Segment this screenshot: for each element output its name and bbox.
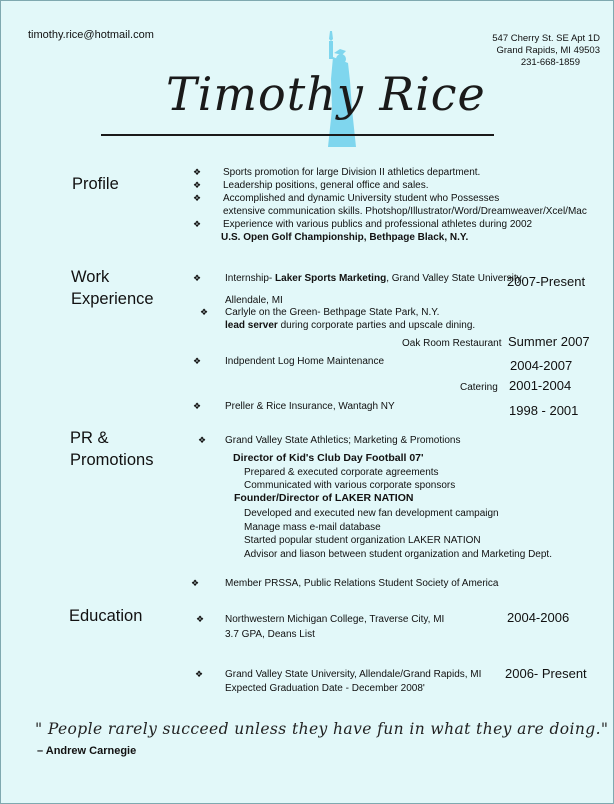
- pr-role-1: Director of Kid's Club Day Football 07': [233, 452, 424, 464]
- bullet-icon: ❖: [193, 401, 202, 411]
- pr-role-2: Founder/Director of LAKER NATION: [234, 492, 414, 504]
- pr-role-2-items: [244, 507, 552, 561]
- job4-title: Preller & Rice Insurance, Wantagh NY: [225, 401, 395, 412]
- job1-prefix: Internship-: [225, 273, 276, 284]
- job2-line-1: Carlyle on the Green- Bethpage State Park, N.Y.: [225, 307, 440, 318]
- profile-bullets: [193, 166, 587, 244]
- work-job-2: [200, 306, 440, 319]
- profile-bullet-3-continued: extensive communication skills. Photshop/Illustrator/Word/Dreamweaver/Xcel/Mac: [223, 206, 587, 217]
- job2-line-2: [225, 319, 475, 332]
- job2-bold: lead server: [225, 320, 278, 331]
- pr-role-2-item: Manage mass e-mail database: [244, 521, 381, 533]
- work-job-3: [193, 355, 385, 368]
- name-signature: Timothy Rice: [166, 67, 486, 121]
- bullet-icon: ❖: [193, 167, 202, 177]
- bullet-icon: ❖: [193, 180, 202, 190]
- bullet-icon: ❖: [195, 669, 204, 679]
- job3-sub: Catering: [460, 382, 498, 393]
- header-rule: [101, 134, 494, 136]
- pr-heading-line-2: Promotions: [70, 451, 154, 469]
- job3-title: Indpendent Log Home Maintenance: [225, 356, 385, 367]
- education-school-2: [195, 668, 482, 681]
- pr-role-1-item: Prepared & executed corporate agreements: [244, 467, 439, 478]
- profile-bullet-4: Experience with various publics and professional athletes during 2002: [223, 219, 533, 230]
- email-text: timothy.rice@hotmail.com: [28, 29, 154, 41]
- bullet-icon: ❖: [200, 307, 209, 317]
- pr-item-2: [191, 577, 499, 590]
- phone-number: 231-668-1859: [520, 57, 580, 68]
- profile-heading: Profile: [72, 175, 119, 193]
- pr-role-2-item: Started popular student organization LAKER NATION: [244, 535, 481, 546]
- pr-role-2-item: Advisor and liason between student organization and Marketing Dept.: [244, 548, 552, 560]
- job1-years: 2007-Present: [507, 274, 586, 289]
- job1-location: Allendale, MI: [225, 295, 283, 306]
- work-job-1: [193, 272, 524, 285]
- work-heading-line-1: Work: [71, 268, 110, 286]
- education-school-1: [196, 613, 445, 626]
- work-job-4: [193, 400, 395, 413]
- pr-role-1-items: [244, 466, 455, 492]
- pr-item-1-text: Grand Valley State Athletics; Marketing & Promotions: [225, 435, 461, 446]
- school-2-name: Grand Valley State University, Allendale/Grand Rapids, MI: [225, 669, 482, 680]
- job1-employer: Laker Sports Marketing: [275, 273, 387, 284]
- school-1-detail: 3.7 GPA, Deans List: [225, 629, 315, 640]
- address-line-2: Grand Rapids, MI 49503: [496, 45, 600, 56]
- work-heading-line-2: Experience: [71, 290, 154, 308]
- bullet-icon: ❖: [196, 614, 205, 624]
- contact-block: [492, 33, 600, 69]
- quote-author: – Andrew Carnegie: [37, 745, 137, 757]
- job3-years: 2004-2007: [510, 358, 573, 373]
- address-line-1: 547 Cherry St. SE Apt 1D: [492, 33, 600, 44]
- bullet-icon: ❖: [193, 356, 202, 366]
- pr-item-1: [198, 434, 461, 447]
- profile-bullet-1: Sports promotion for large Division II athletics department.: [223, 167, 481, 178]
- job2-rest: during corporate parties and upscale dining.: [277, 320, 476, 331]
- job3-sub-years: 2001-2004: [509, 378, 572, 393]
- bullet-icon: ❖: [191, 578, 200, 588]
- school-2-detail: Expected Graduation Date - December 2008': [225, 683, 425, 694]
- profile-bullet-3: Accomplished and dynamic University student who Possesses: [223, 193, 500, 204]
- pr-heading: [70, 427, 153, 471]
- job4-years: 1998 - 2001: [509, 403, 579, 418]
- school-1-years: 2004-2006: [507, 610, 570, 625]
- profile-bullet-2: Leadership positions, general office and sales.: [223, 180, 429, 191]
- school-2-years: 2006- Present: [505, 666, 587, 681]
- work-heading: [71, 266, 154, 310]
- job2-years: Summer 2007: [508, 334, 590, 349]
- profile-highlight: U.S. Open Golf Championship, Bethpage Black, N.Y.: [221, 232, 469, 243]
- bullet-icon: ❖: [193, 219, 202, 229]
- pr-role-2-item: Developed and executed new fan development campaign: [244, 508, 499, 519]
- school-1-name: Northwestern Michigan College, Traverse City, MI: [225, 614, 445, 625]
- pr-item-2-text: Member PRSSA, Public Relations Student Society of America: [225, 578, 499, 589]
- education-heading: Education: [69, 607, 143, 625]
- bullet-icon: ❖: [193, 273, 202, 283]
- pr-role-1-item: Communicated with various corporate sponsors: [244, 480, 456, 491]
- job1-suffix: , Grand Valley State University,: [386, 273, 524, 284]
- bullet-icon: ❖: [193, 193, 202, 203]
- closing-quote: " People rarely succeed unless they have fun in what they are doing.": [35, 720, 609, 738]
- bullet-icon: ❖: [198, 435, 207, 445]
- job2-sub: Oak Room Restaurant: [402, 338, 502, 349]
- pr-heading-line-1: PR &: [70, 429, 109, 447]
